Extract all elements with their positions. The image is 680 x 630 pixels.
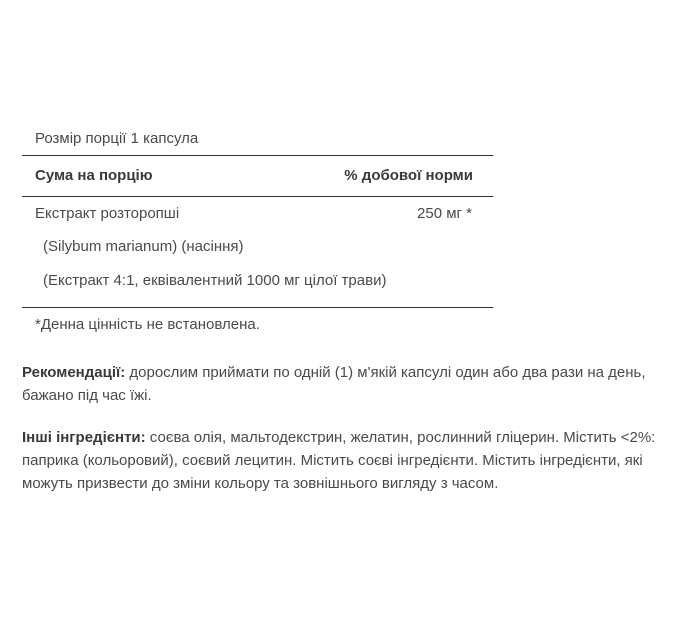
other-ingredients-text: соєва олія, мальтодекстрин, желатин, рослинний гліцерин. Містить <2%: паприка (кольоровий), соєвий лецитин. Містить соєві інгредієнти. Містить інгредієнти, які можуть призвести до зміни кольору та зовнішнього вигляду з часом. (22, 429, 656, 492)
nutrient-extract-note: (Екстракт 4:1, еквівалентний 1000 мг цілої трави) (43, 272, 387, 289)
daily-value-header: % добової норми (344, 167, 473, 184)
nutrient-row (22, 197, 493, 307)
recommendations-paragraph (22, 361, 662, 407)
amount-per-serving-header: Сума на порцію (35, 167, 153, 184)
recommendations-text: дорослим приймати по одній (1) м'якій капсулі один або два рази на день, бажано під час їжі. (22, 364, 646, 404)
recommendations-label: Рекомендації: (22, 364, 126, 381)
serving-size: Розмір порції 1 капсула (35, 130, 199, 147)
other-ingredients-paragraph (22, 426, 662, 495)
nutrient-latin-name: (Silybum marianum) (насіння) (43, 238, 244, 255)
nutrient-name: Екстракт розторопші (35, 205, 180, 222)
nutrient-amount: 250 мг * (417, 205, 472, 222)
supplement-facts-table (22, 123, 493, 342)
daily-value-footnote: *Денна цінність не встановлена. (35, 316, 260, 333)
other-ingredients-label: Інші інгредієнти: (22, 429, 146, 446)
table-header (22, 156, 493, 196)
